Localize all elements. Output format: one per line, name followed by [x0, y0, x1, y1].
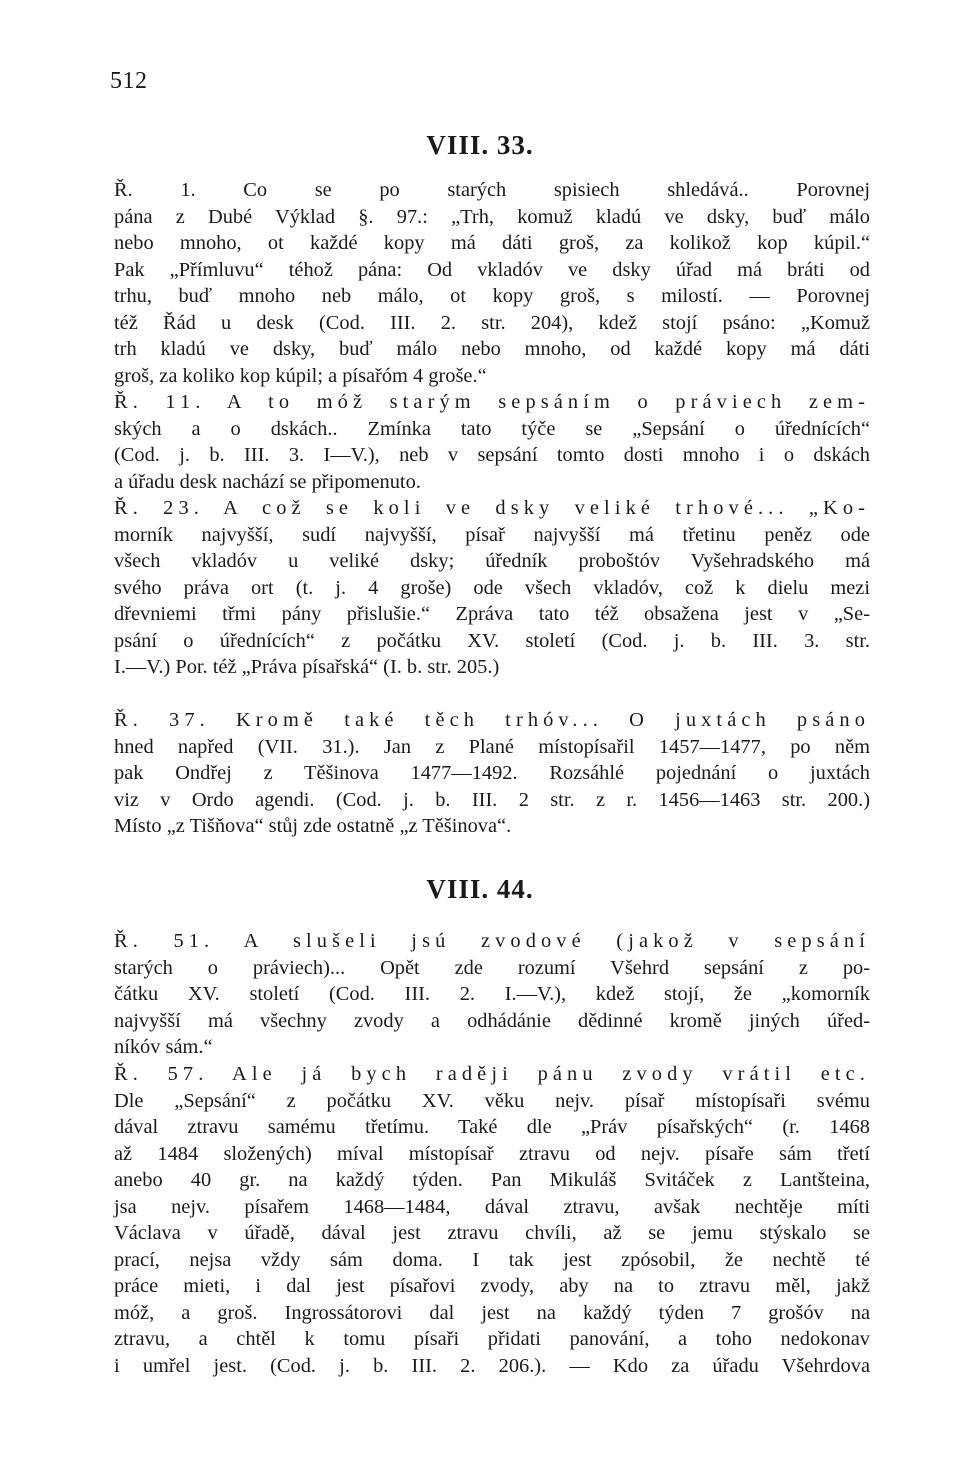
text-line: dával ztravu samému třetímu. Také dle „Práv písařských“ (r. 1468	[114, 1116, 870, 1138]
text-line: pána z Dubé Výklad §. 97.: „Trh, komuž kladú ve dsky, buď málo	[114, 205, 870, 228]
paragraph	[114, 495, 870, 681]
text-line: Ř. 1. Co se po starých spisiech shledává.. Porovnej	[114, 179, 870, 201]
text-line: dřevniemi třmi pány přislušie.“ Zpráva tato též obsažena jest v „Se-	[114, 603, 870, 625]
text-line: Dle „Sepsání“ z počátku XV. věku nejv. písař místopísaři svému	[114, 1089, 870, 1112]
text-line: i umřel jest. (Cod. j. b. III. 2. 206.). — Kdo za úřadu Všehrdova	[114, 1354, 870, 1377]
paragraph	[114, 177, 870, 389]
section-heading: VIII. 44.	[426, 874, 534, 904]
text-line: trh kladú ve dsky, buď málo nebo mnoho, od každé kopy má dáti	[114, 338, 870, 360]
text-line: níkóv sám.“	[114, 1036, 213, 1058]
text-line: práce mieti, i dal jest písařovi zvody, aby na to ztravu měl, jakž	[114, 1275, 870, 1297]
text-line: jsa nejv. písařem 1468—1484, dával ztravu, avšak nechtěje míti	[114, 1195, 870, 1218]
text-line: viz v Ordo agendi. (Cod. j. b. III. 2 str. z r. 1456—1463 str. 200.)	[114, 788, 870, 811]
text-line: trhu, buď mnoho neb málo, ot kopy groš, s milostí. — Porovnej	[114, 285, 870, 307]
text-line: móž, a groš. Ingrossátorovi dal jest na každý týden 7 grošóv na	[114, 1301, 870, 1324]
text-line: psání o úřednících“ z počátku XV. století (Cod. j. b. III. 3. str.	[114, 629, 870, 652]
text-line: starých o práviech)... Opět zde rozumí Všehrd sepsání z po-	[114, 956, 870, 979]
text-line: svého práva ort (t. j. 4 groše) ode všech vkladóv, což k dielu mezi	[114, 576, 870, 599]
text-line: též Řád u desk (Cod. III. 2. str. 204), kdež stojí psáno: „Komuž	[114, 311, 870, 334]
text-line: všech vkladóv u veliké dsky; úředník proboštóv Vyšehradského má	[114, 550, 870, 572]
text-line: najvyšší má všechny zvody a odhádánie dědinné kromě jiných úřed-	[114, 1009, 870, 1032]
paragraph	[114, 707, 870, 840]
text-line: Pak „Přímluvu“ téhož pána: Od vkladóv ve dsky úřad má bráti od	[114, 258, 870, 281]
page-number: 512	[110, 68, 148, 94]
text-line: čátku XV. století (Cod. III. 2. I.—V.), kdež stojí, že „komorník	[114, 983, 870, 1005]
text-line: Místo „z Tišňova“ stůj zde ostatně „z Těšinova“.	[114, 815, 512, 837]
text-line: Ř. 23. A což se koli ve dsky veliké trhové... „Ko-	[114, 497, 870, 519]
section-heading: VIII. 33.	[426, 130, 534, 160]
text-line: Ř. 37. Kromě také těch trhóv... O juxtách psáno	[114, 709, 870, 731]
text-line: groš, za koliko kop kúpil; a písařóm 4 groše.“	[114, 364, 487, 387]
text-line: Ř. 51. A slušeli jsú zvodové (jakož v sepsání	[114, 930, 870, 952]
text-line: pak Ondřej z Těšinova 1477—1492. Rozsáhlé pojednání o juxtách	[114, 762, 870, 784]
text-line: anebo 40 gr. na každý týden. Pan Mikuláš Svitáček z Lantšteina,	[114, 1169, 870, 1191]
text-line: nebo mnoho, ot každé kopy má dáti groš, za kolikož kop kúpil.“	[114, 232, 870, 254]
text-line: Václava v úřadě, dával jest ztravu chvíli, až se jemu stýskalo se	[114, 1222, 870, 1244]
text-line: hned napřed (VII. 31.). Jan z Plané místopísařil 1457—1477, po něm	[114, 735, 870, 758]
text-line: morník najvyšší, sudí najvyšší, písař najvyšší má třetinu peněz ode	[114, 523, 870, 546]
paragraph	[114, 389, 870, 495]
text-line: (Cod. j. b. III. 3. I—V.), neb v sepsání tomto dosti mnoho i o dskách	[114, 444, 870, 466]
text-line: až 1484 složených) míval místopísař ztravu od nejv. písaře sám třetí	[114, 1142, 870, 1165]
paragraph	[114, 928, 870, 1061]
text-line: Ř. 11. A to móž starým sepsáním o práviech zem-	[114, 391, 870, 413]
text-line: ztravu, a chtěl k tomu písaři přidati panování, a toho nedokonav	[114, 1328, 870, 1350]
text-line: Ř. 57. Ale já bych raději pánu zvody vrátil etc.	[114, 1063, 870, 1085]
text-line: prací, nejsa vždy sám doma. I tak jest zpósobil, že nechtě té	[114, 1248, 870, 1271]
paragraph	[114, 1061, 870, 1379]
text-line: a úřadu desk nachází se připomenuto.	[114, 470, 421, 493]
text-line: ských a o dskách.. Zmínka tato týče se „Sepsání o úřednících“	[114, 417, 870, 440]
text-line: I.—V.) Por. též „Práva písařská“ (I. b. str. 205.)	[114, 656, 500, 678]
